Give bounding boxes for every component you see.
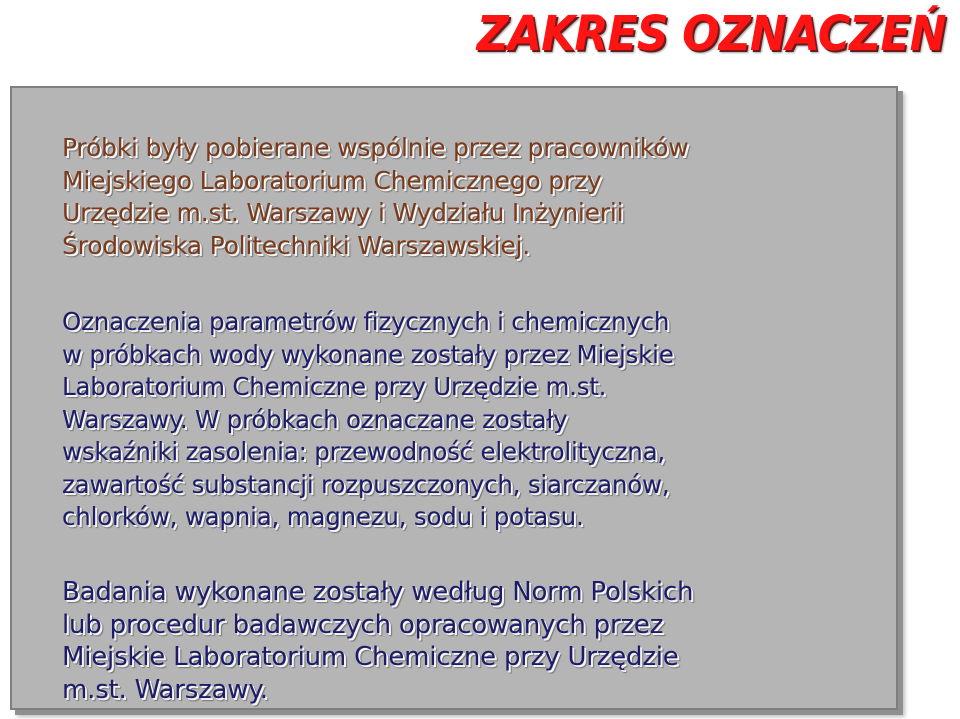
paragraph-sampling: Próbki były pobierane wspólnie przez pracowników Miejskiego Laboratorium Chemicznego przy Urzędzie m.st. Warszawy i Wydziału Inżynierii Środowiska Politechniki Warszawskiej. xyxy=(62,133,689,260)
paragraph-determinations: Oznaczenia parametrów fizycznych i chemicznych w próbkach wody wykonane zostały przez Miejskie Laboratorium Chemiczne przy Urzędzie m.st. Warszawy. W próbkach oznaczane zostały wskaźniki zasolenia: przewodność elektrolityczna, zawartość substancji rozpuszczonych, siarczanów, chlorków, wapnia, magnezu, sodu i potasu. xyxy=(62,307,674,531)
content-panel xyxy=(10,86,898,710)
paragraph-standards: Badania wykonane zostały według Norm Polskich lub procedur badawczych opracowanych przez Miejskie Laboratorium Chemiczne przy Urzędzie m.st. Warszawy. xyxy=(62,577,694,705)
slide-title: ZAKRES OZNACZEŃ xyxy=(477,6,946,62)
